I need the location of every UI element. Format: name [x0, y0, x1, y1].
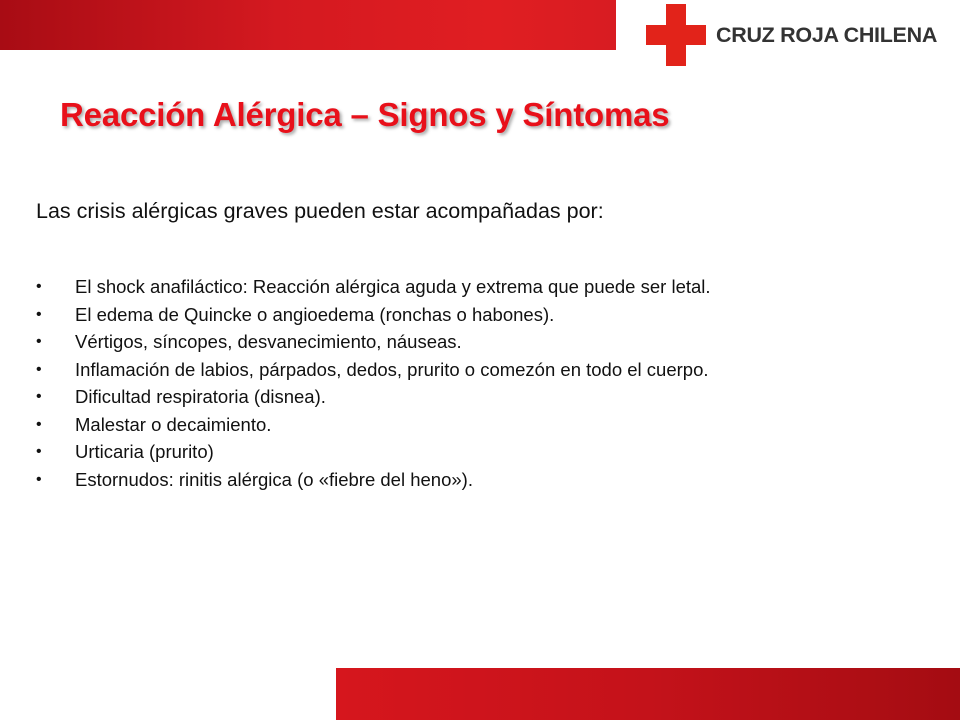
list-item-text: Urticaria (prurito) [75, 441, 214, 462]
list-item [36, 466, 916, 494]
list-item-text: Inflamación de labios, párpados, dedos, prurito o comezón en todo el cuerpo. [75, 358, 709, 380]
bullet-icon: • [36, 278, 42, 295]
bullet-icon: • [36, 333, 42, 350]
bullet-icon: • [36, 388, 42, 405]
list-item-text: Malestar o decaimiento. [75, 413, 272, 435]
bullet-icon: • [36, 360, 42, 378]
bullet-icon: • [36, 415, 42, 433]
list-item-text: Estornudos: rinitis alérgica (o «fiebre del heno»). [75, 468, 473, 490]
list-item [36, 438, 916, 466]
symptom-list [36, 273, 916, 493]
list-item-text: El edema de Quincke o angioedema (ronchas o habones). [75, 303, 555, 325]
bottom-decorative-bar [336, 668, 960, 720]
list-item [36, 301, 916, 329]
list-item-text: El shock anafiláctico: Reacción alérgica aguda y extrema que puede ser letal. [75, 276, 711, 297]
list-item [36, 411, 916, 439]
intro-text: Las crisis alérgicas graves pueden estar acompañadas por: [36, 199, 604, 223]
slide-title: Reacción Alérgica – Signos y Síntomas [60, 96, 670, 133]
bullet-icon: • [36, 443, 42, 460]
list-item [36, 273, 916, 301]
bullet-icon: • [36, 470, 42, 488]
top-decorative-bar [0, 0, 616, 50]
red-cross-icon [646, 4, 706, 66]
list-item [36, 328, 916, 356]
list-item [36, 356, 916, 384]
logo-text: CRUZ ROJA CHILENA [716, 23, 938, 47]
bullet-icon: • [36, 305, 42, 323]
list-item [36, 383, 916, 411]
cruz-roja-logo [646, 4, 946, 68]
list-item-text: Vértigos, síncopes, desvanecimiento, náuseas. [75, 331, 462, 352]
list-item-text: Dificultad respiratoria (disnea). [75, 386, 326, 407]
